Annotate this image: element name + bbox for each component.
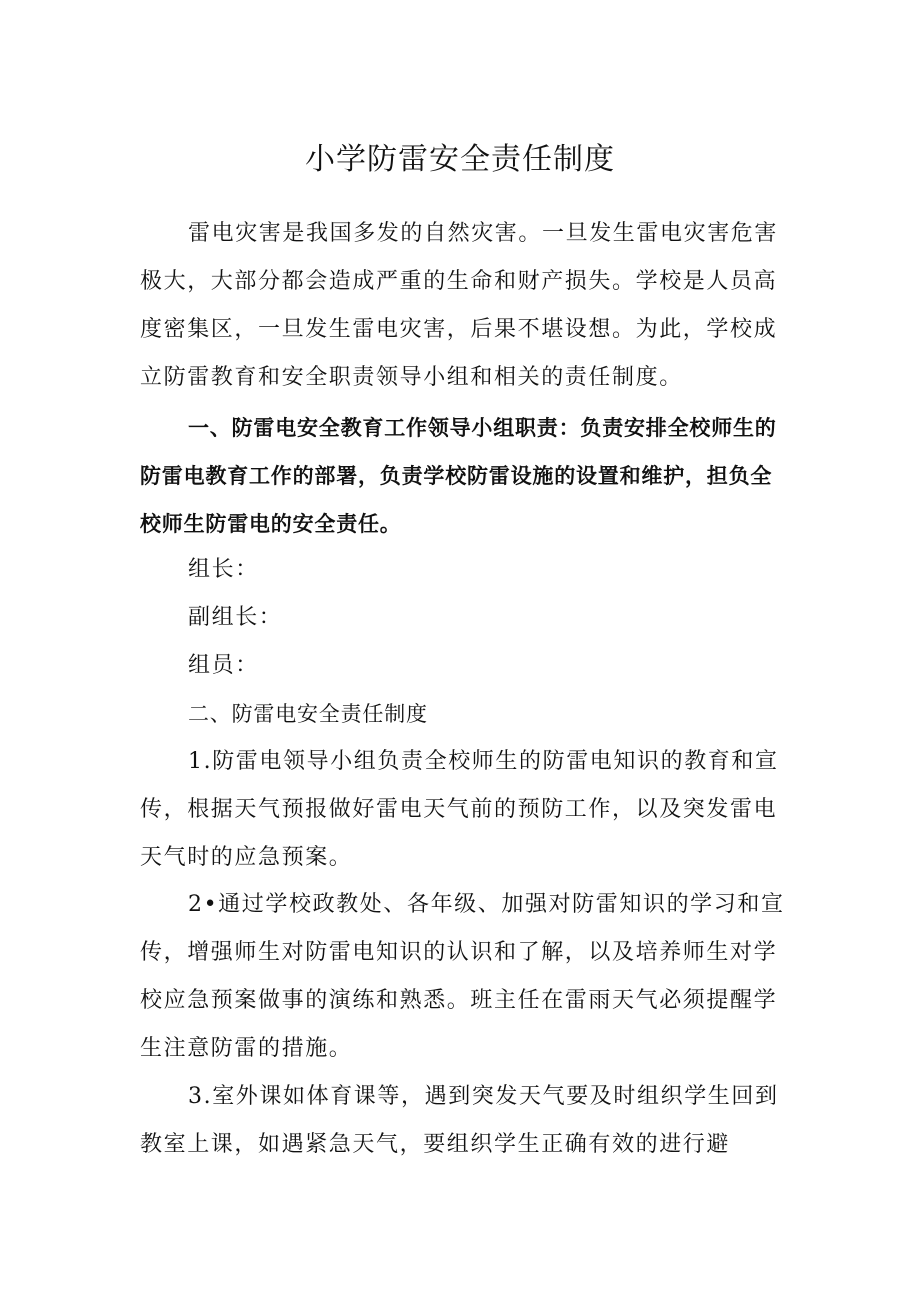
intro-paragraph: 雷电灾害是我国多发的自然灾害。一旦发生雷电灾害危害极大，大部分都会造成严重的生命和财产损失。学校是人员高度密集区，一旦发生雷电灾害，后果不堪设想。为此，学校成立防雷教育和安全职责领导小组和相关的责任制度。: [140, 221, 779, 390]
rule-item-1: 1.防雷电领导小组负责全校师生的防雷电知识的教育和宣传，根据天气预报做好雷电天气前的预防工作，以及突发雷电天气时的应急预案。: [140, 749, 779, 870]
section-one-heading-paragraph: 一、防雷电安全教育工作领导小组职责：负责安排全校师生的防雷电教育工作的部署，负责学校防雷设施的设置和维护，担负全校师生防雷电的安全责任。: [140, 416, 777, 536]
group-members-line: 组员：: [188, 653, 259, 678]
deputy-leader-line: 副组长：: [188, 605, 283, 630]
rule-item-3: 3.室外课如体育课等，遇到突发天气要及时组织学生回到教室上课，如遇紧急天气，要组织学生正确有效的进行避: [140, 1084, 779, 1157]
section-two-heading: 二、防雷电安全责任制度: [188, 702, 428, 726]
document-title: 小学防雷安全责任制度: [305, 142, 615, 177]
group-leader-line: 组长：: [188, 557, 259, 582]
rule-item-2: 2•通过学校政教处、各年级、加强对防雷知识的学习和宣传，增强师生对防雷电知识的认识和了解，以及培养师生对学校应急预案做事的演练和熟悉。班主任在雷雨天气必须提醒学生注意防雷的措施。: [140, 892, 785, 1061]
